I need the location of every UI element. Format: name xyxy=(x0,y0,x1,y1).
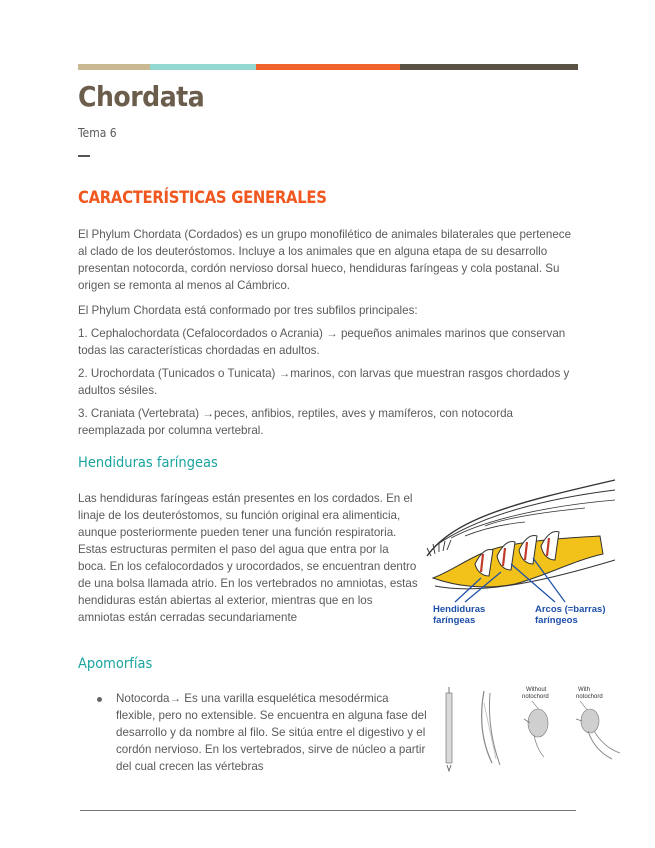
label-with: With xyxy=(578,687,590,693)
subphylum-craniata: 3. Craniata (Vertebrata) →peces, anfibios, reptiles, aves y mamíferos, con notocorda reemplazada por columna vertebral. xyxy=(78,407,513,437)
section-heading: CARACTERÍSTICAS GENERALES xyxy=(78,188,327,207)
label-without: Without xyxy=(526,687,547,693)
hendiduras-paragraph: Las hendiduras faríngeas están presentes en los cordados. En el linaje de los deuteróstomos, su función original era alimenticia, aunque posteriormente pueden tener una función respiratoria. Estas estructuras permiten el paso del agua que entra por la boca. En los cefalocordados y urocordados, se encuentran dentro de una bolsa llamada atrio. En los vertebrados no amniotas, estas hendiduras están abiertas al exterior, mientras que en los amniotas están cerradas secundariamente xyxy=(78,492,418,624)
pharyngeal-slits-figure xyxy=(425,478,617,633)
subtitle-dash xyxy=(78,155,90,157)
figure-label-hendiduras: Hendiduras xyxy=(433,604,486,615)
subphyla-intro: El Phylum Chordata está conformado por tres subfilos principales: xyxy=(78,304,418,317)
apomorfias-heading: Apomorfías xyxy=(78,656,153,672)
label-with-notochord: notochord xyxy=(576,694,603,700)
figure-label-faringeos: faríngeos xyxy=(535,615,578,626)
notochord-figure xyxy=(440,683,628,773)
page-title: Chordata xyxy=(78,80,205,113)
subphylum-urochordata: 2. Urochordata (Tunicados o Tunicata) →marinos, con larvas que muestran rasgos chordados y adultos sésiles. xyxy=(78,367,570,397)
page-subtitle: Tema 6 xyxy=(78,126,117,140)
figure-label-faringeas: faríngeas xyxy=(433,615,476,626)
color-bar-segment-tan xyxy=(78,64,150,70)
color-bar-segment-brown xyxy=(400,64,578,70)
label-without-notochord: notochord xyxy=(522,694,549,700)
footer-rule xyxy=(80,810,576,811)
color-bar-segment-teal xyxy=(150,64,256,70)
notocorda-bullet: Notocorda→ Es una varilla esquelética mesodérmica flexible, pero no extensible. Se encuentra en alguna fase del desarrollo y da nombre al filo. Se sitúa entre el digestivo y el cordón nervioso. En los vertebrados, sirve de núcleo a partir del cual crecen las vértebras xyxy=(116,692,427,773)
figure-label-arcos: Arcos (=barras) xyxy=(535,604,606,615)
hendiduras-heading: Hendiduras faríngeas xyxy=(78,455,218,471)
bullet-dot xyxy=(97,697,102,702)
intro-paragraph: El Phylum Chordata (Cordados) es un grupo monofilético de animales bilaterales que pertenece al clado de los deuteróstomos. Incluye a los animales que en alguna etapa de su desarrollo presentan notocorda, cordón nervioso dorsal hueco, hendiduras faríngeas y cola postanal. Su origen se remonta al menos al Cámbrico. xyxy=(78,228,572,292)
color-bar-segment-orange xyxy=(256,64,400,70)
header-color-bar xyxy=(78,64,578,70)
subphylum-cephalochordata: 1. Cephalochordata (Cefalocordados o Acrania) → pequeños animales marinos que conservan todas las características chordadas en adultos. xyxy=(78,327,566,357)
